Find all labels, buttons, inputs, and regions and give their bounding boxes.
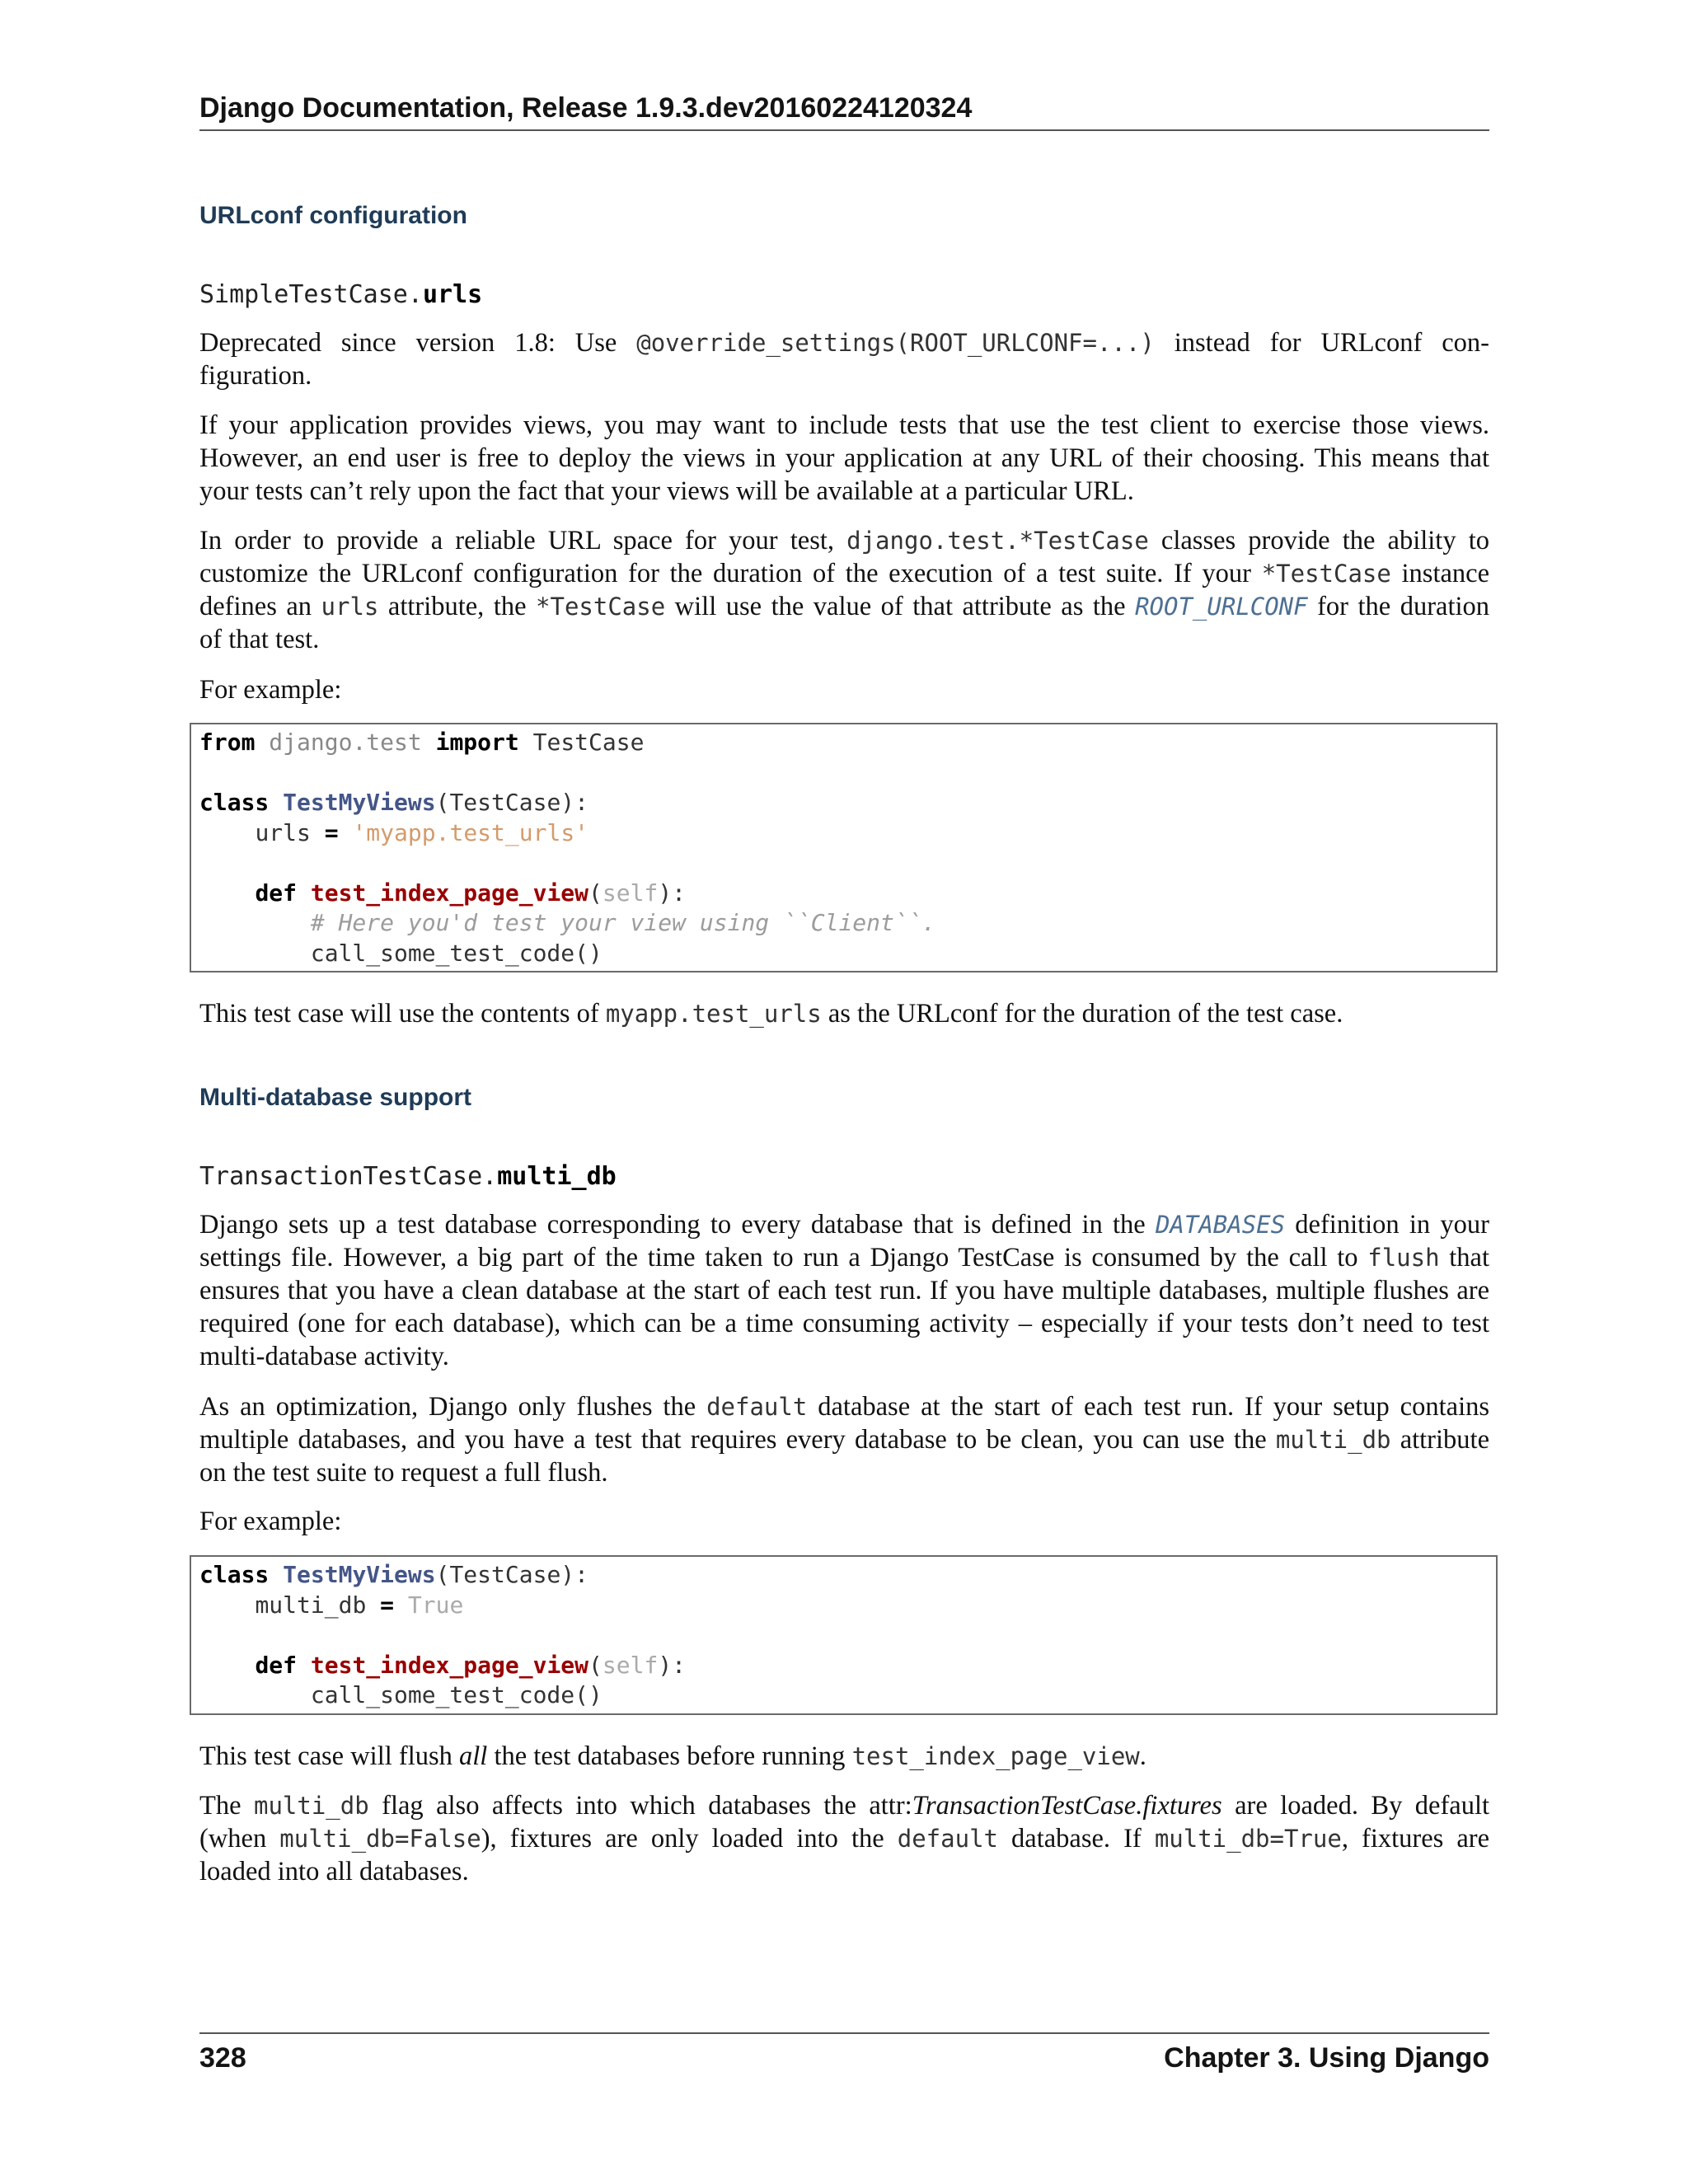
chapter-title: Chapter 3. Using Django	[1164, 2042, 1489, 2074]
code-block-multi-db: class TestMyViews(TestCase): multi_db = True def test_index_page_view(self): call_some_test_code()	[190, 1555, 1498, 1715]
inline-code: *TestCase	[536, 593, 666, 621]
inline-code: flush	[1367, 1244, 1440, 1272]
inline-code: myapp.test_urls	[605, 1000, 822, 1028]
databases-link[interactable]: DATABASES	[1155, 1211, 1286, 1239]
header-rule	[199, 129, 1489, 131]
running-header-title: Django Documentation, Release 1.9.3.dev20160224120324	[199, 92, 973, 124]
paragraph-test-database: Django sets up a test database corresponding to every database that is defined in the DATABASES definition in your settings file. However, a big part of the time taken to run a Django TestCase is consumed by the call to flush that ensures that you have a clean database at the start of each test run. If you have multiple databases, multiple flushes are required (one for each database), which can be a time consuming activity – especially if your tests don’t need to test multi-database activity.	[199, 1210, 1490, 1371]
signature-attr: multi_db	[497, 1162, 617, 1191]
inline-code: default	[706, 1393, 808, 1421]
section-heading-urlconf: URLconf configuration	[199, 202, 467, 229]
code-block-urls: from django.test import TestCase class TestMyViews(TestCase): urls = 'myapp.test_urls' def test_index_page_view(self): # Here you'd test your view using ``Client``. call_some_test_code()	[190, 723, 1498, 972]
root-urlconf-link[interactable]: ROOT_URLCONF	[1135, 593, 1308, 621]
inline-code: urls	[321, 593, 379, 621]
for-example-label: For example:	[199, 675, 342, 705]
paragraph-url-space: In order to provide a reliable URL space for your test, django.test.*TestCase classes provide the ability to customize the URLconf configuration for the duration of the execution of a test suite. If your *TestCase instance defines an urls attribute, the *TestCase will use the value of that attribute as the ROOT_URLCONF for the duration of that test.	[199, 526, 1489, 654]
inline-code: test_index_page_view	[851, 1742, 1140, 1770]
attribute-signature-urls	[199, 280, 482, 309]
paragraph-fixtures: The multi_db flag also affects into which databases the attr:TransactionTestCase.fixtures are loaded. By default (when multi_db=False), fixtures are only loaded into the default database. If multi_db=True, fixtures are loaded into all databases.	[199, 1791, 1490, 1886]
deprecation-note: Deprecated since version 1.8: Use @override_settings(ROOT_URLCONF=...) instead for URLconf con- figuration.	[199, 328, 1489, 391]
inline-code: default	[897, 1825, 998, 1853]
signature-class: TransactionTestCase.	[199, 1162, 498, 1191]
paragraph-after-code-1: This test case will use the contents of myapp.test_urls as the URLconf for the duration of the test case.	[199, 999, 1343, 1029]
signature-class: SimpleTestCase.	[199, 280, 423, 309]
paragraph-optimization: As an optimization, Django only flushes the default database at the start of each test run. If your setup contains multiple databases, and you have a test that requires every database to be clean, you can use the multi_db attribute on the test suite to request a full flush.	[199, 1392, 1489, 1488]
inline-code: *TestCase	[1261, 560, 1391, 588]
inline-code: django.test.*TestCase	[846, 527, 1149, 555]
inline-code: @override_settings(ROOT_URLCONF=...)	[636, 329, 1155, 357]
inline-code: multi_db	[253, 1792, 369, 1820]
section-heading-multidb: Multi-database support	[199, 1084, 472, 1111]
page-number: 328	[199, 2042, 246, 2074]
for-example-label: For example:	[199, 1507, 342, 1536]
attribute-signature-multi-db	[199, 1162, 617, 1191]
inline-code: multi_db=False	[279, 1825, 481, 1853]
inline-code: multi_db=True	[1154, 1825, 1342, 1853]
signature-attr: urls	[422, 280, 483, 309]
footer-rule	[199, 2032, 1489, 2034]
inline-code: multi_db	[1275, 1426, 1391, 1454]
paragraph-flush-all: This test case will flush all the test databases before running test_index_page_view.	[199, 1741, 1146, 1771]
paragraph-views: If your application provides views, you may want to include tests that use the test client to exercise those views. However, an end user is free to deploy the views in your application at any URL of their choosing. This means that your tests can’t rely upon the fact that your views will be available at a particular URL.	[199, 410, 1489, 506]
